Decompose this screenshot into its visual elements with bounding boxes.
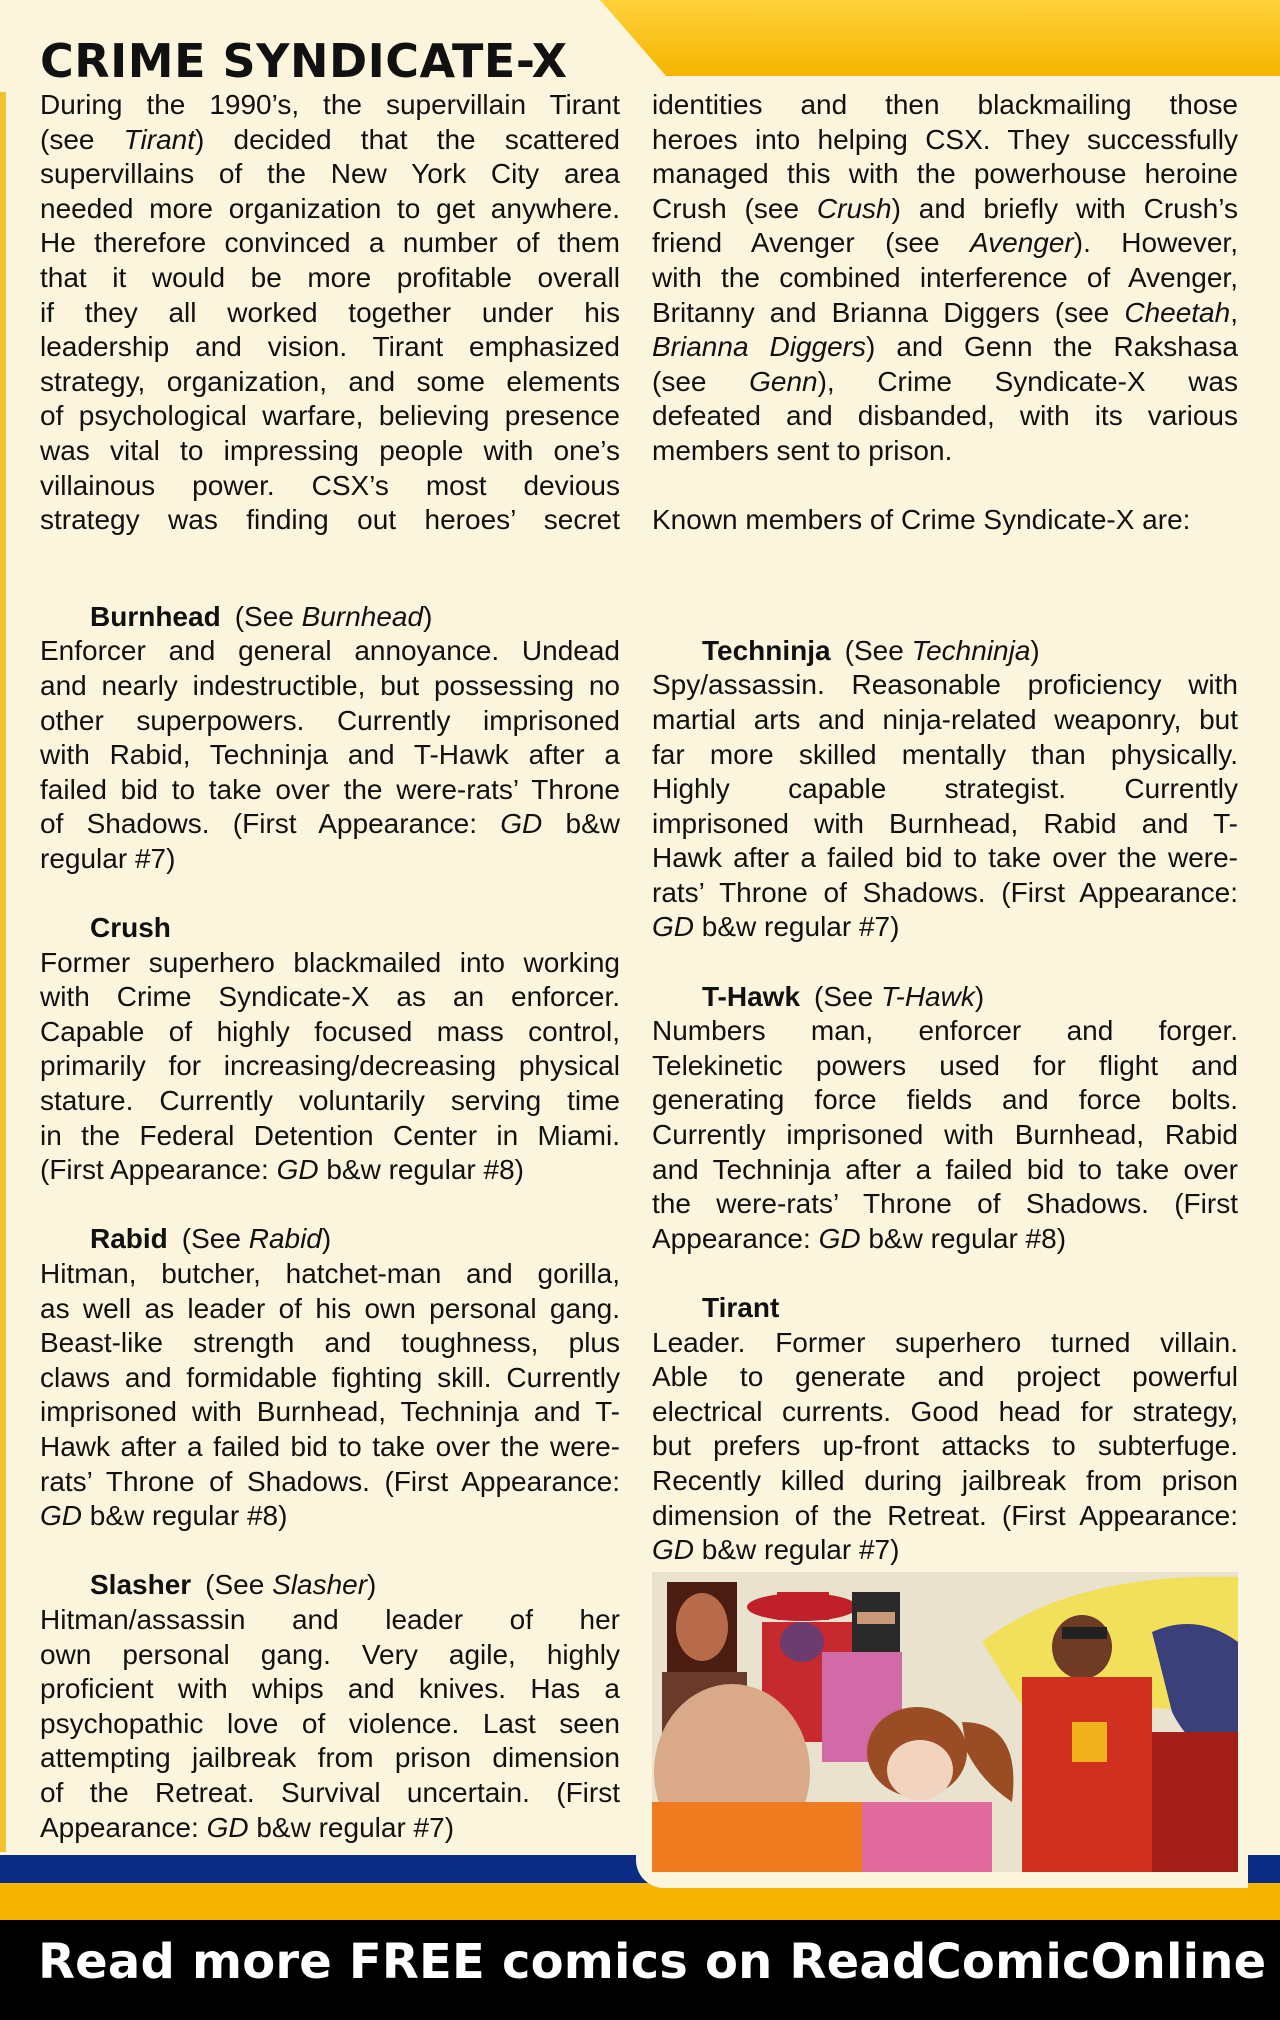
- text-line: Former superhero blackmailed into working: [40, 946, 620, 978]
- text-line: imprisoned with Burnhead, Rabid and T-: [652, 807, 1238, 839]
- member-heading: [652, 980, 1238, 1015]
- member-name: T-Hawk: [702, 980, 801, 1012]
- text-line: Hitman/assassin and leader of her: [40, 1603, 620, 1635]
- text-line: He therefore convinced a number of them: [40, 227, 620, 259]
- member-entry: [40, 911, 620, 1188]
- text-fragment: ) and briefly with Crush’s: [891, 192, 1239, 224]
- see-target: Rabid: [248, 1223, 322, 1255]
- see-prefix: (See: [234, 600, 302, 632]
- see-suffix: ): [1030, 634, 1040, 666]
- see-reference: [205, 1569, 376, 1600]
- text-line: [652, 1533, 1238, 1568]
- text-line: generating force fields and force bolts.: [652, 1084, 1238, 1116]
- text-line: leadership and vision. Tirant emphasized: [40, 331, 620, 363]
- text-fragment: b&w regular #7): [694, 911, 900, 943]
- text-fragment: b&w regular #7): [694, 1534, 900, 1566]
- text-line: with Crime Syndicate-X as an enforcer.: [40, 981, 620, 1013]
- text-line: Highly capable strategist. Currently: [652, 773, 1238, 805]
- text-line: [652, 365, 1238, 400]
- text-line: of the Retreat. Survival uncertain. (First: [40, 1776, 620, 1808]
- text-line: Numbers man, enforcer and forger.: [652, 1015, 1238, 1047]
- text-line: primarily for increasing/decreasing physical: [40, 1050, 620, 1082]
- text-line: imprisoned with Burnhead, Techninja and T-: [40, 1396, 620, 1428]
- text-fragment: ) and Genn the Rakshasa: [866, 331, 1238, 363]
- text-line: psychopathic love of violence. Last seen: [40, 1707, 620, 1739]
- member-description: [40, 634, 620, 876]
- text-line: villainous power. CSX’s most devious: [40, 469, 620, 501]
- see-target: Techninja: [911, 634, 1031, 666]
- text-line: rats’ Throne of Shadows. (First Appearance:: [652, 876, 1238, 908]
- member-entry: [40, 1568, 620, 1845]
- text-line: failed bid to take over the were-rats’ Throne: [40, 773, 620, 805]
- member-description: [40, 1603, 620, 1845]
- text-line: proficient with whips and knives. Has a: [40, 1673, 620, 1705]
- text-fragment: ). However,: [1073, 227, 1238, 259]
- text-line: electrical currents. Good head for strategy,: [652, 1395, 1238, 1427]
- left-edge-strip: [0, 92, 6, 1852]
- italic-reference: Avenger: [969, 227, 1074, 259]
- member-name: Crush: [90, 912, 171, 944]
- text-line: [652, 910, 1238, 945]
- member-description: [40, 946, 620, 1188]
- see-suffix: ): [423, 600, 433, 632]
- text-line: Known members of Crime Syndicate-X are:: [652, 504, 1191, 536]
- see-prefix: (See: [181, 1223, 249, 1255]
- text-line: Able to generate and project powerful: [652, 1361, 1238, 1393]
- italic-reference: GD: [652, 1534, 694, 1566]
- promo-banner-text: Read more FREE comics on ReadComicOnline: [38, 1934, 1267, 1990]
- member-name: Techninja: [702, 634, 831, 666]
- text-fragment: Appearance:: [40, 1811, 207, 1843]
- member-description: [652, 1014, 1238, 1256]
- see-reference: [845, 635, 1040, 666]
- text-line: heroes into helping CSX. They successfully: [652, 123, 1238, 155]
- italic-reference: GD: [40, 1500, 82, 1532]
- page-title: CRIME SYNDICATE-X: [40, 34, 568, 88]
- text-line: [40, 807, 620, 842]
- text-line: [40, 1811, 620, 1846]
- text-fragment: (see: [652, 365, 750, 397]
- text-line: Beast-like strength and toughness, plus: [40, 1327, 620, 1359]
- text-line: other superpowers. Currently imprisoned: [40, 704, 620, 736]
- see-suffix: ): [974, 980, 985, 1012]
- text-line: was vital to impressing people with one’s: [40, 434, 620, 466]
- intro-text-right: [652, 88, 1238, 538]
- italic-reference: GD: [206, 1811, 249, 1843]
- text-line: managed this with the powerhouse heroine: [652, 158, 1238, 190]
- member-heading: [652, 1291, 1238, 1326]
- italic-reference: Tirant: [123, 123, 195, 155]
- text-line: [40, 123, 620, 158]
- text-line: Currently imprisoned with Burnhead, Rabid: [652, 1119, 1238, 1151]
- text-fragment: b&w regular #8): [82, 1500, 288, 1532]
- text-fragment: of Shadows. (First Appearance:: [40, 808, 501, 840]
- text-line: Hawk after a failed bid to take over the were-: [40, 1430, 620, 1462]
- text-fragment: ), Crime Syndicate-X was: [817, 365, 1238, 397]
- italic-reference: GD: [500, 808, 543, 840]
- text-line: if they all worked together under his: [40, 296, 620, 328]
- text-line: that it would be more profitable overall: [40, 261, 620, 293]
- members-right: [652, 634, 1238, 1568]
- text-fragment: ) decided that the scattered: [195, 123, 620, 155]
- see-reference: [182, 1223, 331, 1254]
- italic-reference: Genn: [749, 365, 818, 397]
- member-name: Rabid: [90, 1223, 168, 1255]
- see-target: Burnhead: [301, 600, 424, 632]
- text-fragment: Britanny and Brianna Diggers (see: [652, 296, 1125, 328]
- member-description: [652, 1326, 1238, 1568]
- text-line: dimension of the Retreat. (First Appearance:: [652, 1499, 1238, 1531]
- see-suffix: ): [367, 1569, 377, 1601]
- text-line: of psychological warfare, believing presence: [40, 400, 620, 432]
- text-fragment: b&w: [542, 808, 620, 840]
- member-entry: [40, 600, 620, 877]
- text-line: far more skilled mentally than physically.: [652, 738, 1238, 770]
- text-fragment: b&w regular #8): [860, 1222, 1067, 1254]
- text-line: During the 1990’s, the supervillain Tirant: [40, 89, 620, 120]
- see-suffix: ): [321, 1223, 332, 1255]
- text-line: Capable of highly focused mass control,: [40, 1015, 620, 1047]
- member-description: [40, 1257, 620, 1534]
- text-line: but prefers up-front attacks to subterfuge.: [652, 1430, 1238, 1462]
- text-line: strategy was finding out heroes’ secret: [40, 504, 620, 536]
- member-name: Tirant: [702, 1292, 780, 1323]
- right-column: [652, 88, 1238, 1568]
- text-line: [40, 1499, 620, 1534]
- villains-group-illustration: [652, 1572, 1238, 1872]
- text-line: Spy/assassin. Reasonable proficiency with: [652, 669, 1238, 701]
- intro-text-left: [40, 88, 620, 538]
- member-heading: [652, 634, 1238, 669]
- member-heading: [40, 600, 620, 635]
- text-line: supervillains of the New York City area: [40, 158, 620, 190]
- member-name: Burnhead: [90, 600, 221, 632]
- see-target: T-Hawk: [880, 980, 975, 1012]
- italic-reference: GD: [276, 1154, 319, 1186]
- text-line: the were-rats’ Throne of Shadows. (First: [652, 1188, 1238, 1220]
- text-line: and nearly indestructible, but possessing no: [40, 669, 620, 701]
- text-line: strategy, organization, and some elements: [40, 365, 620, 397]
- text-line: [652, 192, 1238, 227]
- text-line: Hawk after a failed bid to take over the were-: [652, 842, 1238, 874]
- member-heading: [40, 911, 620, 946]
- text-line: with the combined interference of Avenger,: [652, 261, 1238, 293]
- italic-reference: GD: [818, 1222, 861, 1254]
- text-line: identities and then blackmailing those: [652, 89, 1238, 120]
- text-line: Enforcer and general annoyance. Undead: [40, 635, 620, 667]
- text-fragment: b&w regular #7): [248, 1811, 455, 1843]
- left-column: [40, 88, 620, 1845]
- italic-reference: Brianna Diggers: [652, 331, 866, 363]
- text-line: Hitman, butcher, hatchet-man and gorilla,: [40, 1258, 620, 1289]
- member-name: Slasher: [90, 1569, 192, 1601]
- text-line: as well as leader of his own personal gang.: [40, 1292, 620, 1324]
- member-description: [652, 668, 1238, 945]
- text-line: stature. Currently voluntarily serving time: [40, 1085, 620, 1117]
- text-line: Recently killed during jailbreak from prison: [652, 1464, 1238, 1496]
- see-prefix: (See: [205, 1569, 273, 1601]
- see-reference: [814, 981, 984, 1012]
- member-heading: [40, 1568, 620, 1603]
- text-fragment: Appearance:: [652, 1222, 819, 1254]
- text-line: needed more organization to get anywhere.: [40, 192, 620, 224]
- text-fragment: ,: [1230, 296, 1238, 328]
- text-line: own personal gang. Very agile, highly: [40, 1638, 620, 1670]
- text-fragment: b&w regular #8): [318, 1154, 524, 1186]
- member-entry: [652, 1291, 1238, 1568]
- see-reference: [235, 601, 433, 632]
- italic-reference: Crush: [816, 192, 892, 224]
- italic-reference: GD: [652, 911, 694, 943]
- see-prefix: (See: [814, 980, 881, 1012]
- text-fragment: friend Avenger (see: [652, 227, 970, 259]
- member-heading: [40, 1222, 620, 1257]
- text-line: regular #7): [40, 842, 176, 874]
- text-line: [40, 1153, 620, 1188]
- member-entry: [652, 980, 1238, 1257]
- text-line: Telekinetic powers used for flight and: [652, 1049, 1238, 1081]
- member-entry: [40, 1222, 620, 1533]
- text-line: Leader. Former superhero turned villain.: [652, 1326, 1238, 1358]
- text-line: claws and formidable fighting skill. Currently: [40, 1361, 620, 1393]
- text-line: martial arts and ninja-related weaponry, but: [652, 703, 1238, 735]
- see-prefix: (See: [844, 634, 912, 666]
- italic-reference: Cheetah: [1124, 296, 1231, 328]
- text-line: with Rabid, Techninja and T-Hawk after a: [40, 739, 620, 771]
- text-line: members sent to prison.: [652, 434, 953, 466]
- text-line: [652, 226, 1238, 261]
- text-line: [652, 296, 1238, 331]
- text-line: defeated and disbanded, with its various: [652, 400, 1238, 432]
- text-line: [652, 469, 1238, 504]
- see-target: Slasher: [272, 1569, 368, 1601]
- text-fragment: Crush (see: [652, 192, 817, 224]
- text-line: [652, 330, 1238, 365]
- text-fragment: (see: [40, 123, 124, 155]
- text-line: rats’ Throne of Shadows. (First Appearance:: [40, 1465, 620, 1497]
- text-line: and Techninja after a failed bid to take over: [652, 1153, 1238, 1185]
- text-line: in the Federal Detention Center in Miami.: [40, 1119, 620, 1151]
- members-left: [40, 600, 620, 1845]
- member-entry: [652, 634, 1238, 945]
- text-line: [652, 1222, 1238, 1257]
- text-fragment: (First Appearance:: [40, 1154, 277, 1186]
- text-line: attempting jailbreak from prison dimension: [40, 1742, 620, 1774]
